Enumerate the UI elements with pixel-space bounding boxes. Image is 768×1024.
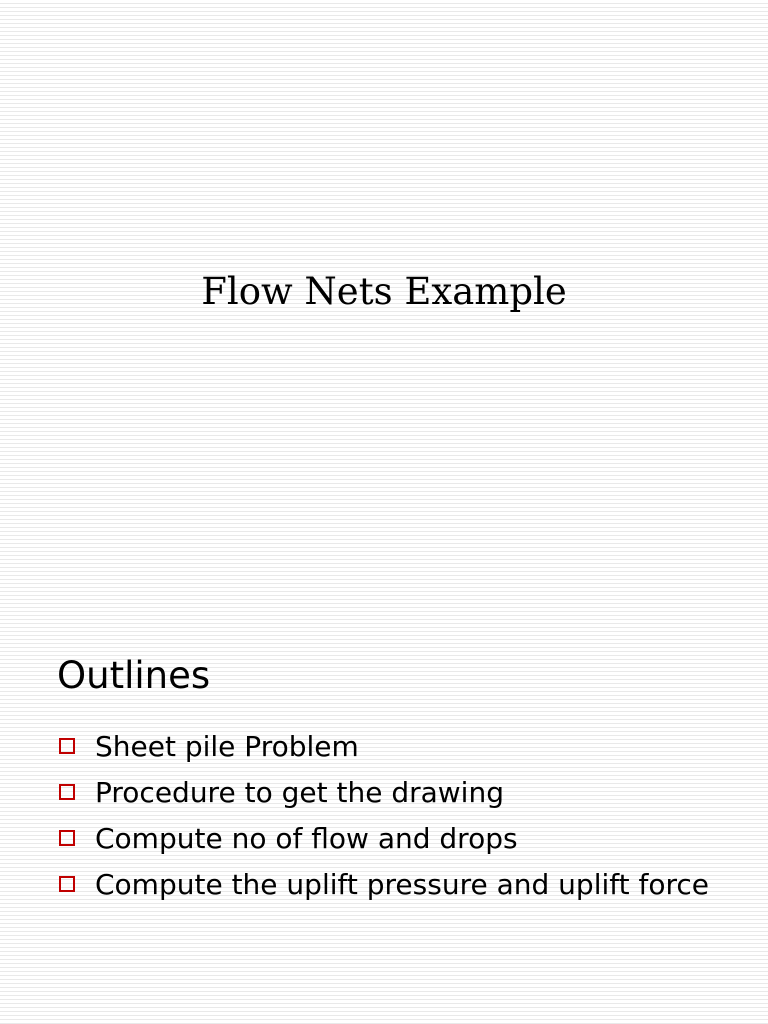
list-item xyxy=(57,866,737,904)
bullet-text: Procedure to get the drawing xyxy=(95,776,504,809)
bullet-text: Compute no of flow and drops xyxy=(95,822,518,855)
outlines-heading: Outlines xyxy=(57,654,211,697)
bullet-text: Sheet pile Problem xyxy=(95,730,359,763)
hollow-square-icon xyxy=(59,876,75,892)
list-item xyxy=(57,820,737,858)
hollow-square-icon xyxy=(59,830,75,846)
list-item xyxy=(57,774,737,812)
hollow-square-icon xyxy=(59,738,75,754)
slide-title: Flow Nets Example xyxy=(201,270,567,313)
list-item xyxy=(57,728,737,766)
outline-list xyxy=(57,728,737,912)
bullet-text: Compute the uplift pressure and uplift force xyxy=(95,868,710,901)
hollow-square-icon xyxy=(59,784,75,800)
